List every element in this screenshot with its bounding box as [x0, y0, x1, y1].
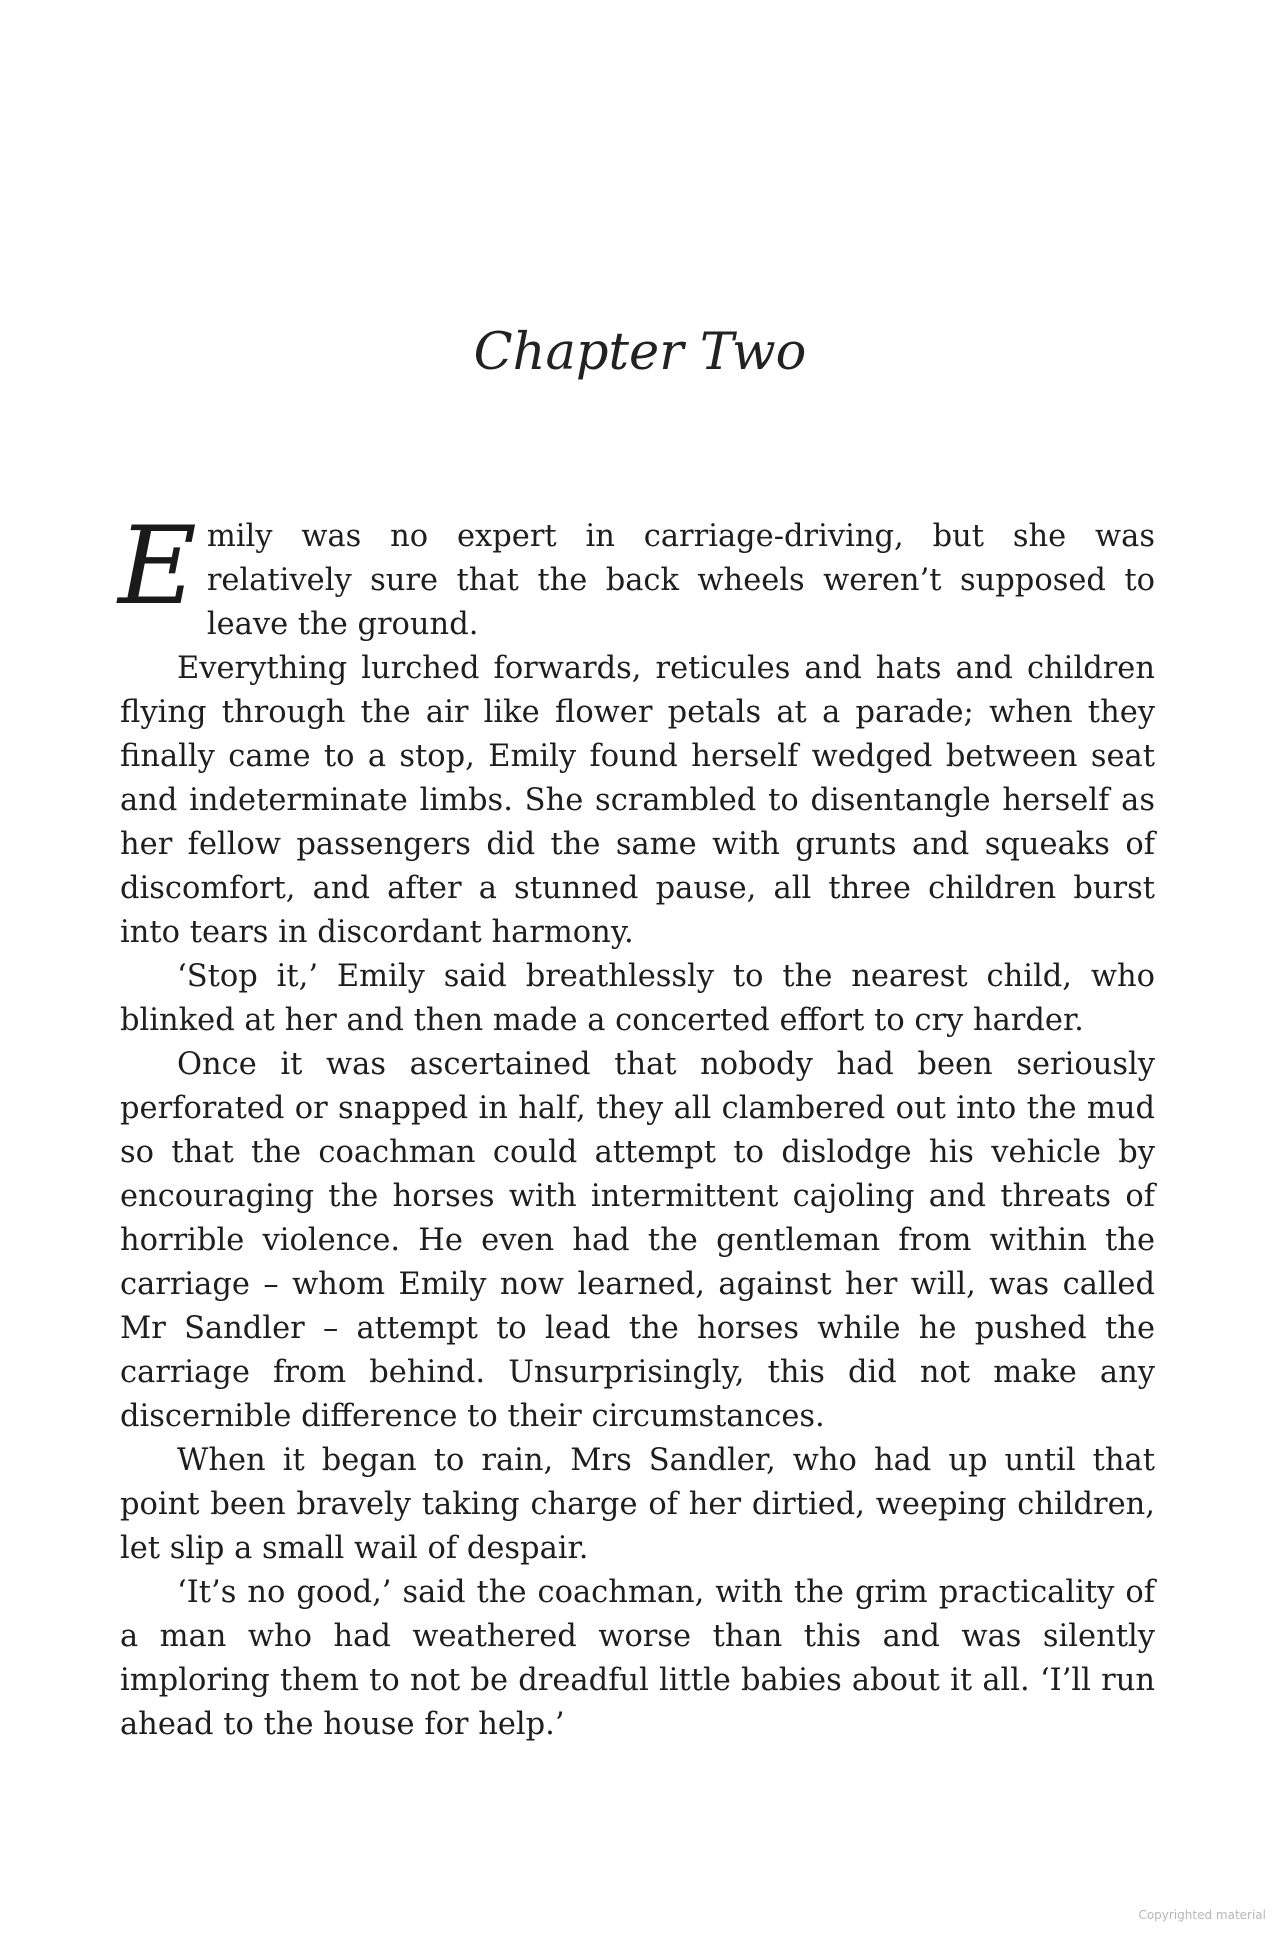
- chapter-title: Chapter Two: [473, 323, 807, 382]
- paragraph-1: [118, 504, 1155, 647]
- chapter-body: [118, 504, 1155, 1747]
- drop-cap: E: [118, 504, 197, 629]
- copyright-watermark: Copyrighted material: [1138, 1908, 1266, 1922]
- paragraph-5: When it began to rain, Mrs Sandler, who had up until that point been bravely taking charge of her dirtied, weeping children, let slip a small wail of despair.: [120, 1443, 1155, 1566]
- paragraph-6: ‘It’s no good,’ said the coachman, with the grim practicality of a man who had weathered worse than this and was silently imploring them to not be dreadful little babies about it all. ‘I’ll run ahead to the house for help.’: [120, 1575, 1155, 1742]
- paragraph-4: Once it was ascertained that nobody had been seriously perforated or snapped in half, they all clambered out into the mud so that the coachman could attempt to dislodge his vehicle by encouraging the horses with intermittent cajoling and threats of horrible violence. He even had the gentleman from within the carriage – whom Emily now learned, against her will, was called Mr Sandler – attempt to lead the horses while he pushed the carriage from behind. Unsurprisingly, this did not make any discernible difference to their circumstances.: [120, 1047, 1155, 1434]
- paragraph-3: ‘Stop it,’ Emily said breathlessly to the nearest child, who blinked at her and then made a concerted effort to cry harder.: [120, 959, 1155, 1038]
- paragraph-2: Everything lurched forwards, reticules and hats and children flying through the air like flower petals at a parade; when they finally came to a stop, Emily found herself wedged between seat and indeterminate limbs. She scrambled to disentangle herself as her fellow passengers did the same with grunts and squeaks of discomfort, and after a stunned pause, all three children burst into tears in discordant harmony.: [120, 651, 1155, 950]
- paragraph-1-text: mily was no expert in carriage-driving, but she was relatively sure that the back wheels weren’t supposed to leave the ground.: [206, 519, 1155, 642]
